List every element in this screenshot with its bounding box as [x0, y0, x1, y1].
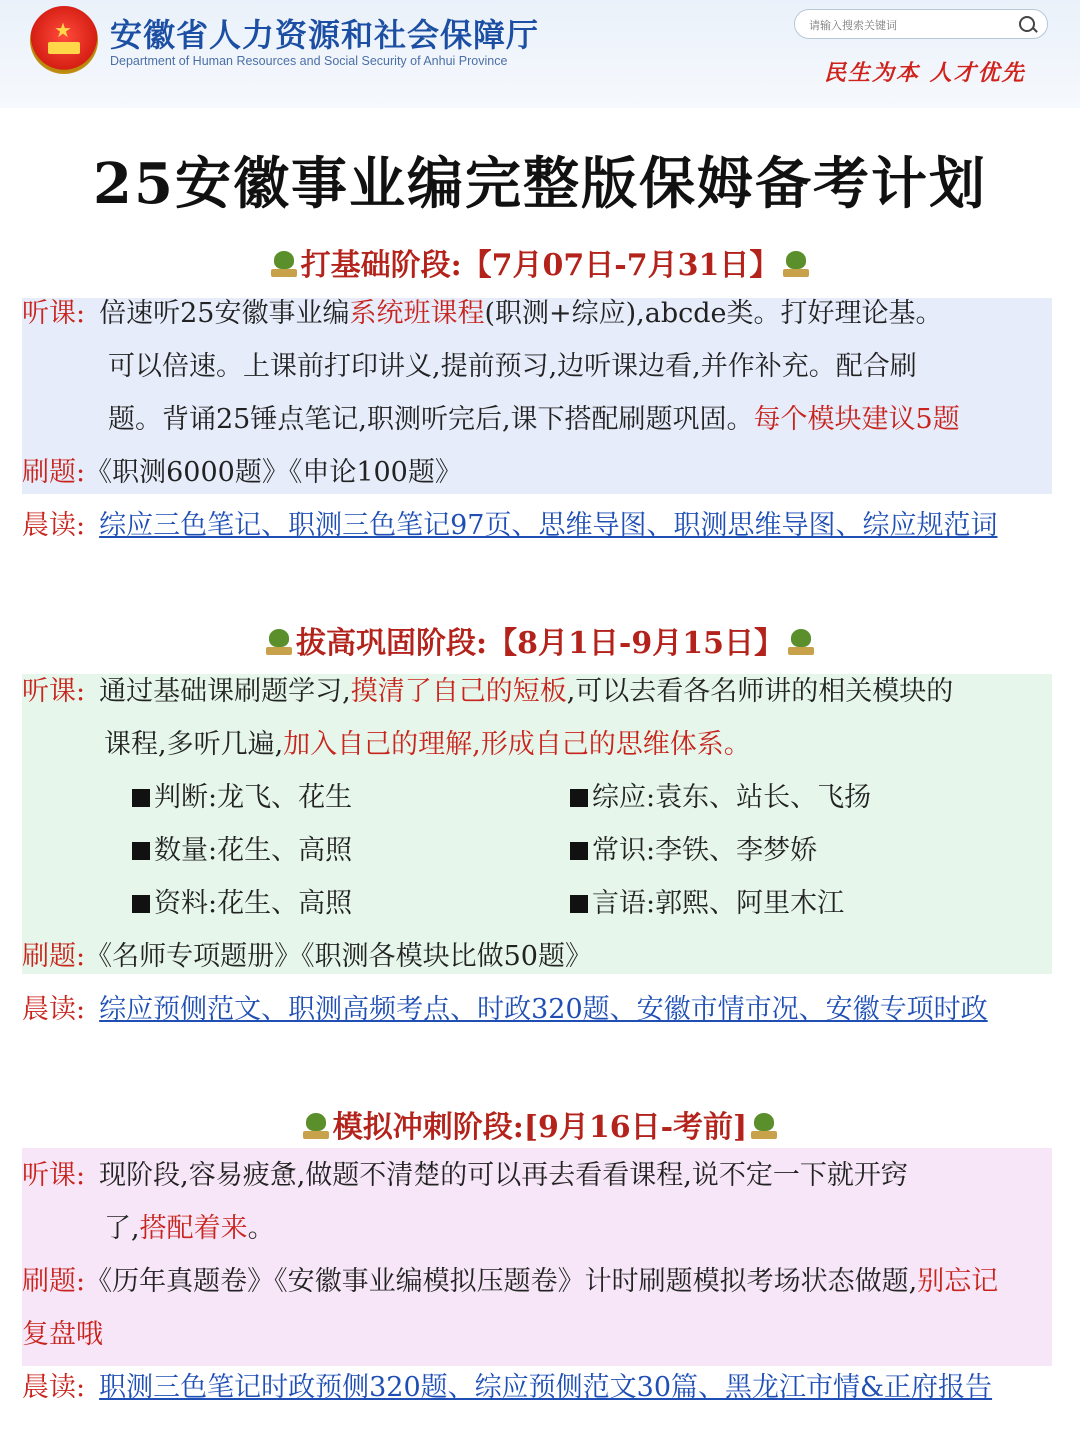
stage3-drill-line2: 复盘哦: [22, 1319, 103, 1350]
search-icon[interactable]: [1019, 16, 1035, 32]
drill-label: 刷题:: [22, 457, 86, 488]
tree-icon: [266, 629, 292, 655]
stage2-drill: 刷题:《名师专项题册》《职测各模块比做50题》: [22, 941, 592, 972]
department-name[interactable]: 安徽省人力资源和社会保障厅: [110, 16, 540, 54]
listen-label: 听课:: [22, 1160, 86, 1191]
department-name-en: Department of Human Resources and Social Security of Anhui Province: [110, 54, 508, 68]
teacher-item: 常识:李铁、李梦娇: [570, 834, 817, 868]
teacher-item: 资料:花生、高照: [132, 887, 352, 921]
stage2-read: [22, 993, 988, 1027]
drill-label: 刷题:: [22, 1266, 86, 1297]
tree-icon: [783, 251, 809, 277]
stage2-title: [0, 618, 1080, 662]
stage2-read-link[interactable]: 综应预侧范文、职测高频考点、时政320题、安徽市情市况、安徽专项时政: [99, 994, 988, 1025]
tree-icon: [303, 1113, 329, 1139]
bullet-square-icon: [132, 789, 150, 807]
stage1-read: [22, 509, 997, 543]
teacher-item: 言语:郭熙、阿里木江: [570, 887, 844, 921]
stage3-title: [0, 1102, 1080, 1146]
bullet-square-icon: [132, 895, 150, 913]
stage2-listen-line2: 课程,多听几遍,加入自己的理解,形成自己的思维体系。: [104, 729, 751, 760]
tree-icon: [751, 1113, 777, 1139]
teacher-item: 综应:袁东、站长、飞扬: [570, 781, 871, 815]
stage3-listen-line2: 了,搭配着来。: [104, 1213, 275, 1244]
drill-label: 刷题:: [22, 941, 86, 972]
stage2-box: [22, 674, 1052, 974]
stage3-drill-line1: 刷题:《历年真题卷》《安徽事业编模拟压题卷》计时刷题模拟考场状态做题,别忘记: [22, 1266, 999, 1297]
stage1-listen-line2: 可以倍速。上课前打印讲义,提前预习,边听课边看,并作补充。配合刷: [108, 351, 917, 382]
stage3-listen-line1: 听课: 现阶段,容易疲惫,做题不清楚的可以再去看看课程,说不定一下就开窍: [22, 1160, 908, 1191]
read-label: 晨读:: [22, 994, 86, 1025]
page-title: 25安徽事业编完整版保姆备考计划: [93, 151, 987, 217]
tree-icon: [788, 629, 814, 655]
read-label: 晨读:: [22, 1372, 86, 1403]
bullet-square-icon: [570, 842, 588, 860]
stage1-listen-line3: 题。背诵25锤点笔记,职测听完后,课下搭配刷题巩固。每个模块建议5题: [108, 404, 960, 435]
search-input[interactable]: [807, 14, 1011, 36]
stage1-title: [0, 240, 1080, 284]
stage2-listen-line1: 听课: 通过基础课刷题学习,摸清了自己的短板,可以去看各名师讲的相关模块的: [22, 676, 954, 707]
stage2-title-text: 拔高巩固阶段:【8月1日-9月15日】: [296, 626, 784, 661]
stage1-listen-line1: 听课: 倍速听25安徽事业编系统班课程(职测+综应),abcde类。打好理论基。: [22, 298, 943, 329]
stage1-title-text: 打基础阶段:【7月07日-7月31日】: [300, 248, 780, 283]
site-header: [0, 0, 1080, 108]
read-label: 晨读:: [22, 510, 86, 541]
slogan: 民生为本 人才优先: [824, 60, 1026, 86]
teacher-item: 数量:花生、高照: [132, 834, 352, 868]
stage3-read-link[interactable]: 职测三色笔记时政预侧320题、综应预侧范文30篇、黑龙江市情&正府报告: [99, 1372, 993, 1403]
teacher-item: 判断:龙飞、花生: [132, 781, 352, 815]
stage1-drill: 刷题:《职测6000题》《申论100题》: [22, 457, 462, 488]
stage3-read: [22, 1371, 992, 1405]
tree-icon: [271, 251, 297, 277]
listen-label: 听课:: [22, 298, 86, 329]
national-emblem-icon: ★: [30, 6, 98, 74]
bullet-square-icon: [132, 842, 150, 860]
bullet-square-icon: [570, 895, 588, 913]
stage3-title-text: 模拟冲刺阶段:[9月16日-考前]: [332, 1110, 748, 1145]
stage1-read-link[interactable]: 综应三色笔记、职测三色笔记97页、思维导图、职测思维导图、综应规范词: [99, 510, 998, 541]
search-box[interactable]: [794, 9, 1048, 39]
bullet-square-icon: [570, 789, 588, 807]
listen-label: 听课:: [22, 676, 86, 707]
